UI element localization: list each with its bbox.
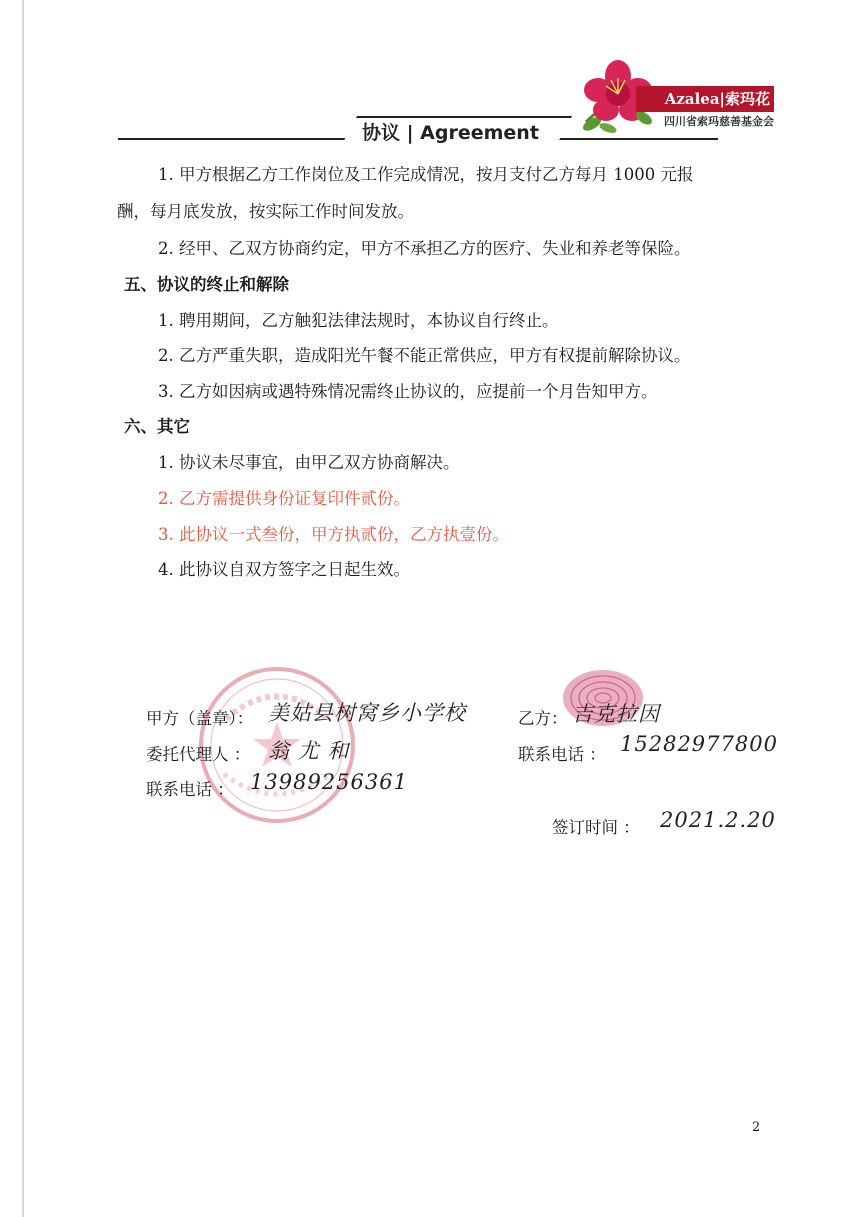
party-a-handwritten-name: 美姑县树窝乡小学校 <box>268 701 466 725</box>
page-number: 2 <box>752 1120 761 1135</box>
clause-5-3: 3. 乙方如因病或遇特殊情况需终止协议的，应提前一个月告知甲方。 <box>158 382 658 401</box>
clause-6-3: 3. 此协议一式叁份，甲方执贰份，乙方执壹份。 <box>158 525 509 544</box>
party-a-handwritten-phone: 13989256361 <box>250 770 408 794</box>
clause-5-1: 1. 聘用期间，乙方触犯法律法规时，本协议自行终止。 <box>158 311 559 330</box>
party-b-handwritten-name: 吉克拉因 <box>572 702 660 726</box>
section-heading-termination: 五、协议的终止和解除 <box>124 275 289 294</box>
date-label: 签订时间 ： <box>552 818 640 837</box>
agent-label: 委托代理人 ： <box>146 745 251 764</box>
clause-5-2: 2. 乙方严重失职，造成阳光午餐不能正常供应，甲方有权提前解除协议。 <box>158 346 691 365</box>
azalea-logo <box>578 58 778 138</box>
clause-6-2: 2. 乙方需提供身份证复印件贰份。 <box>158 489 410 508</box>
logo-brand: Azalea|索玛花 <box>636 86 774 112</box>
party-a-phone-label: 联系电话 ： <box>146 780 234 799</box>
clause-6-1: 1. 协议未尽事宜，由甲乙双方协商解决。 <box>158 453 460 472</box>
party-b-label: 乙方： <box>518 709 568 728</box>
logo-org: 四川省索玛慈善基金会 <box>664 115 774 128</box>
agent-handwritten-name: 翁 尤 和 <box>268 739 350 763</box>
clause-4-2: 2. 经甲、乙双方协商约定，甲方不承担乙方的医疗、失业和养老等保险。 <box>158 239 691 258</box>
clause-4-1-line2: 酬，每月底发放，按实际工作时间发放。 <box>117 202 414 221</box>
party-a-label: 甲方（盖章）： <box>146 709 254 728</box>
clause-4-1-line1: 1. 甲方根据乙方工作岗位及工作完成情况，按月支付乙方每月 1000 元报 <box>158 165 694 184</box>
handwritten-date: 2021.2.20 <box>660 808 776 832</box>
party-b-phone-label: 联系电话 ： <box>518 745 606 764</box>
clause-6-4: 4. 此协议自双方签字之日起生效。 <box>158 560 410 579</box>
section-heading-other: 六、其它 <box>124 417 190 436</box>
party-b-handwritten-phone: 15282977800 <box>620 732 778 756</box>
header-title: 协议 | Agreement <box>362 122 539 144</box>
page-edge-shadow <box>22 0 24 1217</box>
